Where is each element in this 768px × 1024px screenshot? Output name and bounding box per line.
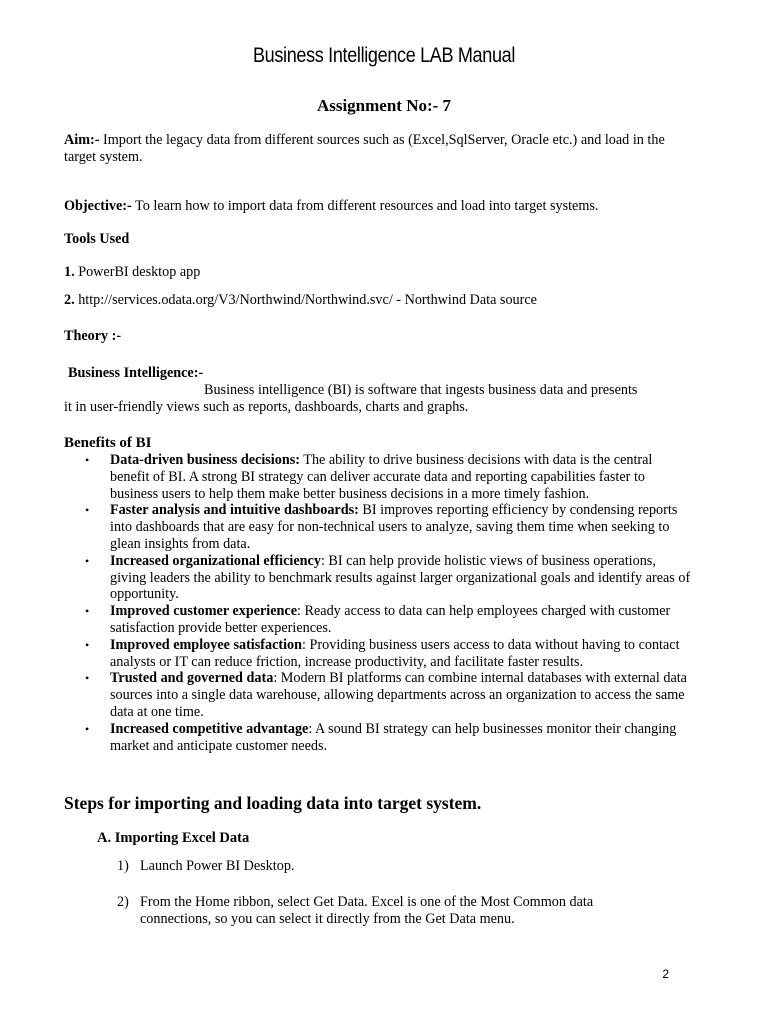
list-item (64, 502, 694, 552)
bi-paragraph (64, 382, 694, 416)
tool-item-text: http://services.odata.org/V3/Northwind/Northwind.svc/ - Northwind Data source (74, 292, 537, 308)
step-item (117, 894, 647, 928)
list-item (64, 452, 694, 502)
bullet-icon: • (85, 503, 90, 518)
benefit-title: Data-driven business decisions: (110, 452, 300, 468)
tool-item-number: 1. (64, 264, 75, 280)
step-number: 2) (117, 894, 129, 910)
step-text: From the Home ribbon, select Get Data. Excel is one of the Most Common data connections, so you can select it directly from the Get Data menu. (140, 894, 594, 927)
bullet-icon: • (85, 637, 90, 652)
step-number: 1) (117, 858, 129, 874)
benefit-text: : Modern BI platforms can combine internal databases with external data sources into a single data warehouse, allowing departments across an organization to access the same data at one time. (110, 670, 687, 720)
bullet-icon: • (85, 553, 90, 568)
benefit-title: Increased competitive advantage (110, 720, 309, 737)
bullet-icon: • (85, 604, 90, 619)
theory-heading: Theory :- (64, 328, 122, 344)
list-item (64, 637, 694, 671)
bi-heading: Business Intelligence:- (68, 365, 204, 381)
assignment-title: Assignment No:- 7 (316, 96, 452, 115)
objective-label: Objective:- (64, 198, 132, 214)
benefit-text: : BI can help provide holistic views of business operations, giving leaders the ability to benchmark results against larger organizational goals and identify areas of opportunity. (110, 552, 691, 603)
page-number: 2 (662, 967, 669, 981)
benefit-text: : Providing business users access to data without having to contact analysts or IT can reduce friction, increase productivity, and facilitate faster results. (110, 636, 680, 670)
benefit-text: BI improves reporting efficiency by condensing reports into dashboards that are easy for non-technical users to analyze, saving them time when seeking to glean insights from data. (110, 502, 678, 552)
tool-item-number: 2. (64, 292, 75, 308)
objective-text: To learn how to import data from different resources and load into target systems. (131, 198, 599, 214)
benefit-title: Trusted and governed data (110, 670, 274, 687)
benefit-title: Faster analysis and intuitive dashboards: (110, 502, 359, 519)
benefit-title: Improved customer experience (110, 603, 298, 620)
list-item (64, 721, 694, 755)
bullet-icon: • (85, 671, 90, 686)
bullet-icon: • (85, 453, 90, 467)
tools-heading: Tools Used (64, 231, 130, 247)
bullet-icon: • (85, 721, 90, 736)
steps-heading: Steps for importing and loading data into target system. (64, 793, 482, 813)
excel-import-subheading: A. Importing Excel Data (97, 830, 250, 846)
list-item (64, 603, 694, 637)
bi-text-line-2: it in user-friendly views such as reports, dashboards, charts and graphs. (64, 399, 469, 415)
aim-paragraph (64, 132, 694, 166)
list-item (64, 553, 694, 603)
step-text: Launch Power BI Desktop. (140, 858, 295, 874)
list-item (64, 670, 694, 720)
manual-header-title: Business Intelligence LAB Manual (252, 44, 516, 67)
benefits-heading: Benefits of BI (64, 435, 152, 451)
benefit-text: : A sound BI strategy can help businesses monitor their changing market and anticipate customer needs. (110, 720, 677, 754)
benefit-text: : Ready access to data can help employees charged with customer satisfaction provide better experiences. (110, 603, 671, 636)
step-item (117, 858, 647, 875)
bi-text-line-1: Business intelligence (BI) is software that ingests business data and presents (204, 382, 638, 398)
benefits-list (64, 452, 694, 754)
tool-item-text: PowerBI desktop app (74, 264, 201, 280)
benefit-title: Increased organizational efficiency (110, 552, 321, 569)
benefit-title: Improved employee satisfaction (110, 636, 303, 653)
tool-item (64, 264, 694, 281)
tool-item (64, 292, 694, 309)
aim-text: Import the legacy data from different sources such as (Excel,SqlServer, Oracle etc.) and load in the target system. (64, 132, 665, 165)
benefit-text: The ability to drive business decisions with data is the central benefit of BI. A strong BI strategy can deliver accurate data and reporting capabilities faster to business users to help them make better business decisions in a more timely fashion. (110, 452, 653, 502)
aim-label: Aim:- (64, 132, 100, 148)
objective-paragraph (64, 198, 694, 215)
